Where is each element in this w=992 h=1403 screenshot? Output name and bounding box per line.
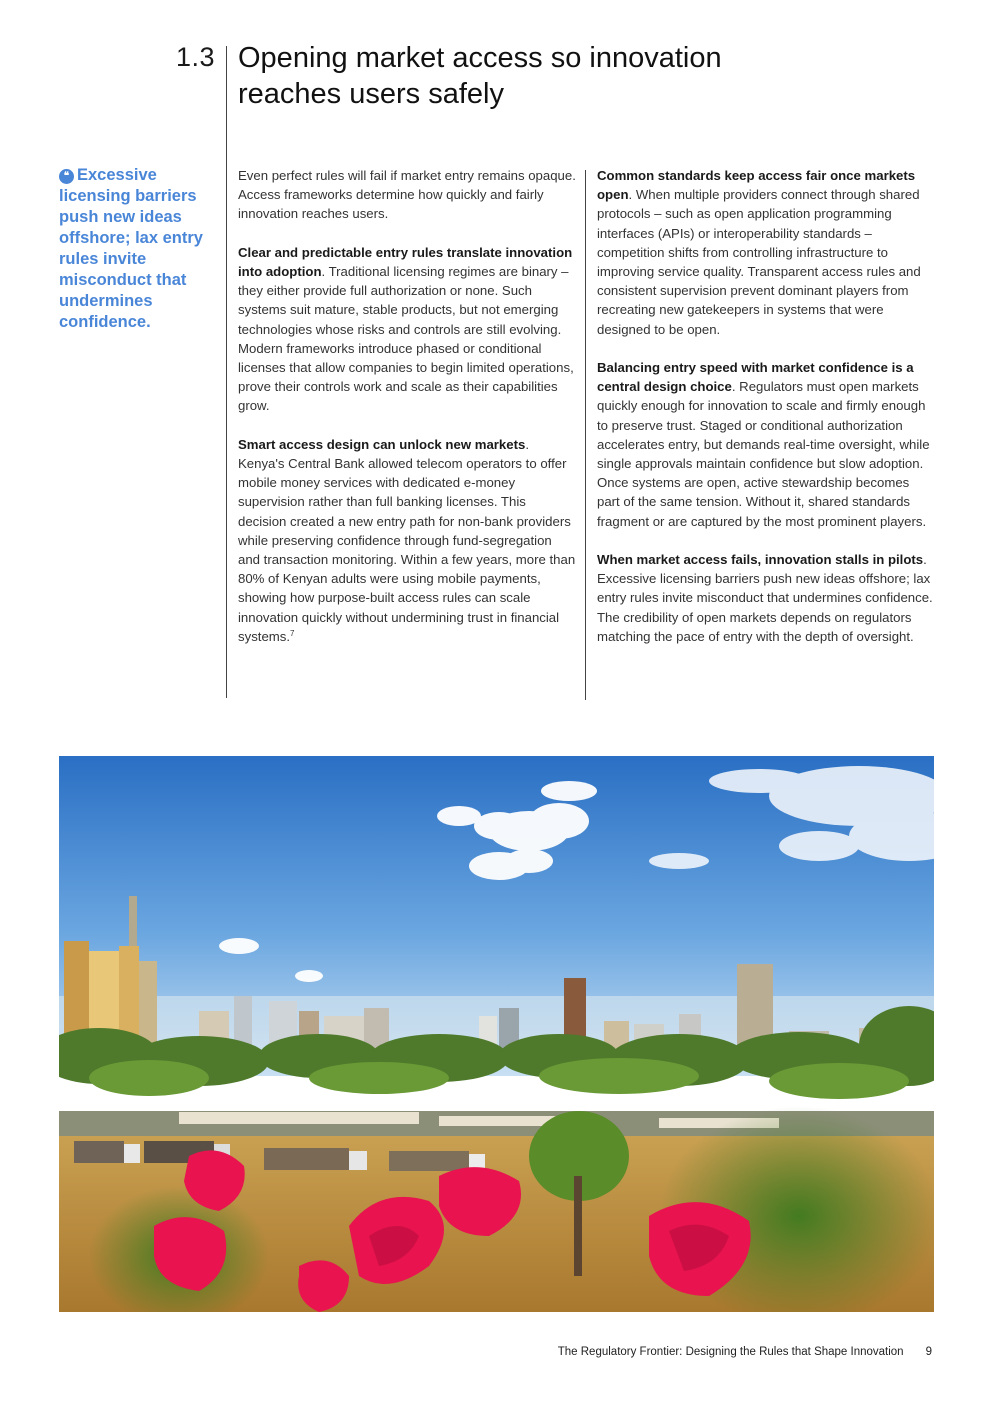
- paragraph: Clear and predictable entry rules translate innovation into adoption. Traditional licensing regimes are binary – they either provide full authorization or none. Such systems suit mature, stable products, but not emerging technologies whose risks and controls are still evolving. Modern frameworks introduce phased or conditional licenses that allow companies to begin limited operations, prove their controls work and scale as their capabilities grow.: [238, 244, 574, 414]
- paragraph-lead: Balancing entry speed with market confidence is a central design choice: [597, 360, 914, 395]
- paragraph: Smart access design can unlock new markets. Kenya's Central Bank allowed telecom operators to offer mobile money services with dedicated e-money supervision rather than full banking licenses. This decision created a new entry path for non-bank providers while preserving confidence through fund-segregation and transaction monitoring. Within a few years, more than 80% of Kenyan adults were using mobile payments, showing how purpose-built access rules can scale innovation quickly without undermining trust in financial systems.$^7$: [238, 436, 576, 644]
- body-column-left: [238, 166, 576, 665]
- section-divider: [226, 46, 227, 698]
- footnote-ref[interactable]: 7: [290, 628, 295, 638]
- paragraph: Common standards keep access fair once markets open. When multiple providers connect through shared protocols – such as open application programming interfaces (APIs) or interoperability standards – competition shifts from controlling infrastructure to improving service quality. Transparent access rules and consistent supervision prevent dominant players from recreating new gatekeepers in systems that were designed to be open.: [597, 168, 921, 337]
- report-title: The Regulatory Frontier:: [557, 1346, 683, 1358]
- column-divider: [585, 170, 586, 700]
- quote-icon: ❝: [59, 169, 74, 184]
- paragraph: Balancing entry speed with market confidence is a central design choice. Regulators must open markets quickly enough for innovation to scale and firmly enough to preserve trust. Staged or conditional authorization accelerates entry, but demands real-time oversight, while single approvals maintain confidence but slow adoption. Once systems are open, active stewardship becomes part of the same tension. Without it, shared standards fragment or are captured by the most prominent players.: [597, 360, 930, 529]
- paragraph-lead: When market access fails, innovation stalls in pilots: [597, 552, 924, 568]
- paragraph-lead: Common standards keep access fair once markets open: [597, 168, 916, 203]
- body-column-right: [597, 166, 935, 665]
- pull-quote: [59, 165, 209, 333]
- pull-quote-text: Excessive licensing barriers push new ideas offshore; lax entry rules invite misconduct that undermines confidence.: [59, 166, 203, 331]
- report-subtitle: Designing the Rules that Shape Innovation: [682, 1346, 904, 1358]
- page-footer: [558, 1346, 932, 1358]
- paragraph-lead: Smart access design can unlock new markets: [238, 436, 526, 452]
- page-title: Opening market access so innovation reaches users safely: [238, 42, 722, 110]
- section-number: 1.3: [176, 42, 216, 72]
- paragraph-lead: Clear and predictable entry rules translate innovation into adoption: [238, 244, 573, 279]
- nairobi-skyline-photo: [59, 756, 934, 1312]
- paragraph: When market access fails, innovation stalls in pilots. Excessive licensing barriers push new ideas offshore; lax entry rules invite misconduct that undermines confidence. The credibility of open markets depends on regulators matching the pace of entry with the depth of oversight.: [597, 552, 933, 644]
- page-number: 9: [925, 1346, 932, 1358]
- paragraph: Even perfect rules will fail if market entry remains opaque. Access frameworks determine how quickly and fairly innovation reaches users.: [238, 168, 576, 222]
